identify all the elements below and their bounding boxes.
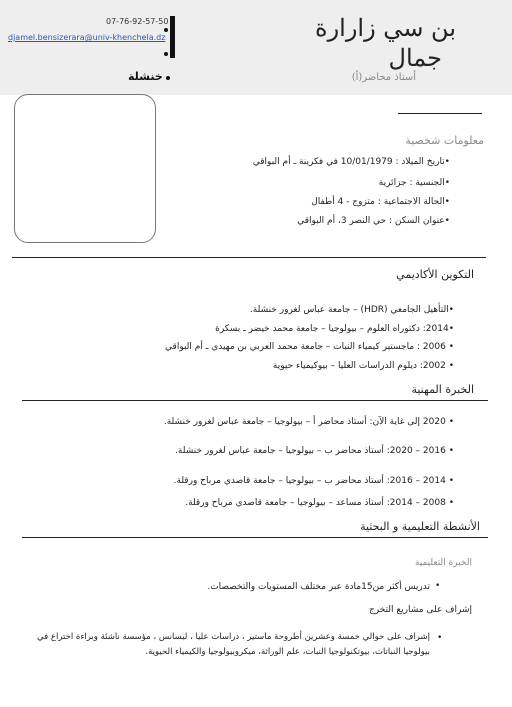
personal-item: •عنوان السكن : حي النصر 3، أم البواقي xyxy=(297,216,450,226)
bullet-dot xyxy=(164,52,168,56)
personal-info-title: معلومات شخصية xyxy=(405,134,484,147)
experience-item: • 2020 إلى غاية الآن: أستاذ محاضر أ – بيولوجيا – جامعة عباس لغرور خنشلة. xyxy=(163,417,454,427)
experience-item: • 2016 – 2020: أستاذ محاضر ب – بيولوجيا – جامعة عباس لغرور خنشلة. xyxy=(175,446,454,456)
bullet-glyph: • xyxy=(437,633,443,643)
personal-item: •الجنسية : جزائرية xyxy=(378,178,450,188)
profile-photo-frame xyxy=(14,94,156,243)
experience-item: • 2008 – 2014: أستاذ مساعد – بيولوجيا – جامعة قاصدي مرباح ورقلة. xyxy=(185,498,454,508)
supervision-item: إشراف على حوالي خمسة وعشرين أطروحة ماستير ، دراسات عليا ، ليسانس ، مؤسسة ناشئة وبراءة اختراع في بيولوجيا النباتات، بيوتكنولوجيا النبات، علم الوراثة، ميكروبيولوجيا والكيمياء الحيوية. xyxy=(37,632,430,657)
teaching-subtitle: الخبرة التعليمية xyxy=(414,558,472,568)
supervision-subtitle: إشراف على مشاريع التخرج xyxy=(368,605,472,615)
education-item: • 2002: ديلوم الدراسات العليا – بيوكيمياء حيوية xyxy=(272,361,454,371)
activities-title: الأنشطة التعليمية و البحثية xyxy=(360,520,480,533)
location-dot xyxy=(166,76,170,80)
section-rule xyxy=(22,400,488,401)
education-item: •التأهيل الجامعي (HDR) – جامعة عباس لغرور خنشلة. xyxy=(249,305,454,315)
job-title: أستاذ محاضر(أ) xyxy=(351,72,416,83)
experience-item: • 2014 – 2016: أستاذ محاضر ب – بيولوجيا – جامعة قاصدي مرباح ورقلة. xyxy=(173,476,454,486)
name-line-1: بن سي زارارة xyxy=(315,14,456,42)
email-link[interactable]: djamel.bensizerara@univ-khenchela.dz xyxy=(8,33,166,42)
bullet-dot xyxy=(164,28,168,32)
education-title: التكوين الأكاديمي xyxy=(396,268,474,281)
phone-number[interactable]: 07-76-92-57-50 xyxy=(106,17,169,26)
education-item: • 2006 : ماجستير كيمياء النبات – جامعة محمد العربي بن مهيدي ـ أم البواقي xyxy=(165,342,454,352)
bullet-glyph: • xyxy=(435,581,441,591)
section-rule xyxy=(398,113,482,114)
section-rule xyxy=(22,537,488,538)
personal-item: •تاريخ الميلاد : 10/01/1979 في فكرينة ـ أم البواقي xyxy=(252,157,450,167)
name-line-2: جمال xyxy=(388,44,442,72)
teaching-item: تدريس أكثر من15مادة عبر مختلف المستويات والتخصصات. xyxy=(207,582,430,592)
experience-title: الخبرة المهنية xyxy=(411,383,474,396)
personal-item: •الحالة الاجتماعية : متزوج - 4 أطفال xyxy=(311,197,450,207)
education-item: •2014: دكتوراه العلوم – بيولوجيا – جامعة محمد خيضر ـ بسكرة xyxy=(215,324,454,334)
city-label: خنشلة xyxy=(128,70,163,83)
section-rule xyxy=(12,257,486,258)
divider-bar xyxy=(170,16,175,58)
